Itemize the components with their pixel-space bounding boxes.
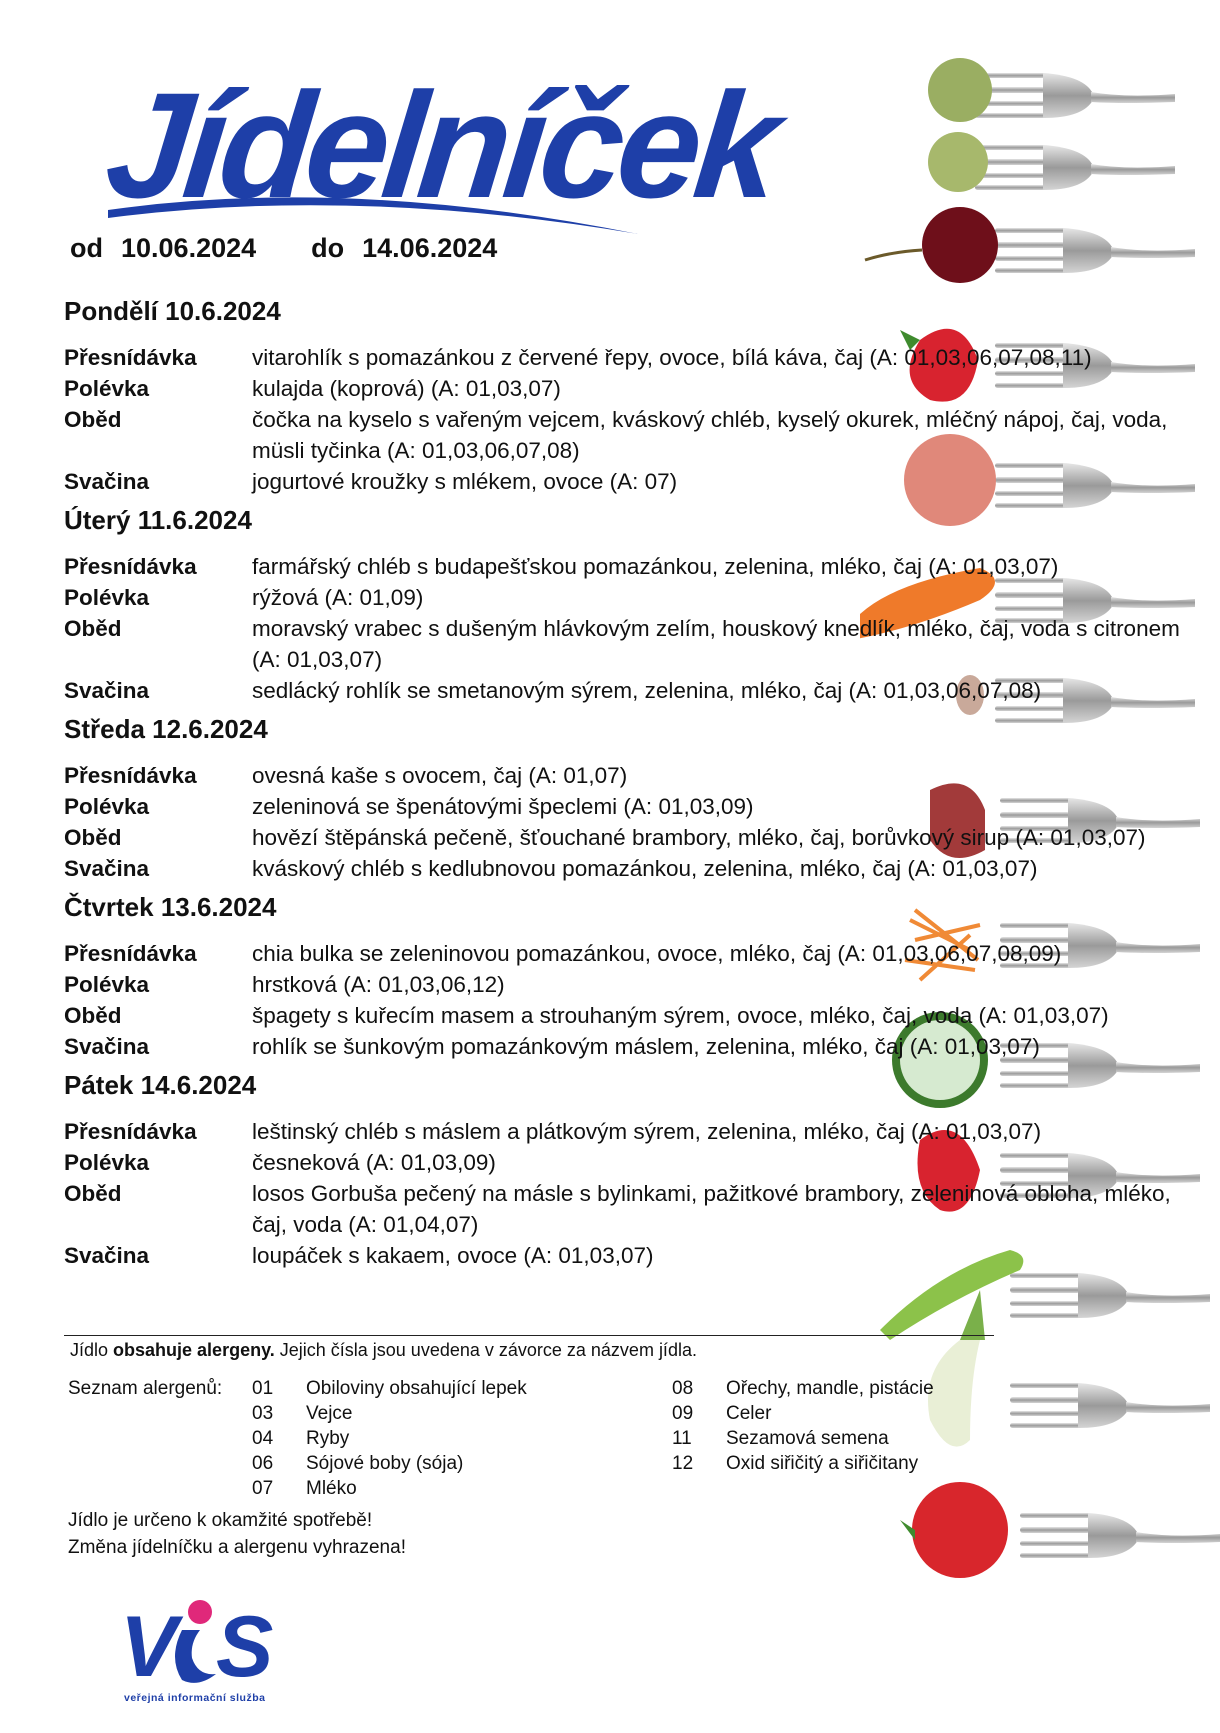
meal-row — [64, 466, 1194, 497]
meal-label: Přesnídávka — [64, 554, 197, 579]
meal-description: jogurtové kroužky s mlékem, ovoce (A: 07) — [252, 469, 678, 494]
vis-tagline: veřejná informační služba — [124, 1692, 266, 1704]
allergen-item — [672, 1426, 934, 1451]
meal-row — [64, 938, 1194, 969]
meal-row — [64, 822, 1194, 853]
day-title: Úterý 11.6.2024 — [64, 505, 252, 535]
allergen-item — [252, 1476, 527, 1501]
meal-label: Polévka — [64, 1150, 150, 1175]
from-date: 10.06.2024 — [121, 233, 257, 263]
allergen-item — [252, 1451, 527, 1476]
allergen-number: 08 — [672, 1378, 694, 1399]
meal-label: Oběd — [64, 1003, 122, 1028]
meal-description: loupáček s kakaem, ovoce (A: 01,03,07) — [252, 1243, 654, 1268]
divider — [64, 1335, 994, 1336]
day-section — [64, 1066, 1194, 1271]
meal-row — [64, 342, 1194, 373]
meal-row — [64, 582, 1194, 613]
title-logo — [99, 58, 783, 258]
from-label: od — [70, 233, 103, 263]
brussels-sprout-icon — [928, 58, 992, 122]
allergen-name: Ořechy, mandle, pistácie — [726, 1378, 934, 1399]
allergen-name: Mléko — [306, 1478, 357, 1499]
meal-row — [64, 1000, 1194, 1031]
allergen-column-2 — [672, 1376, 934, 1476]
meal-label: Přesnídávka — [64, 345, 197, 370]
vis-logo-icon — [120, 1588, 300, 1688]
fork-row-14 — [900, 1482, 1220, 1578]
meal-row — [64, 404, 1194, 466]
meal-row — [64, 969, 1194, 1000]
spring-onion-icon — [928, 1340, 980, 1447]
day-section — [64, 710, 1194, 884]
fork-row-1 — [928, 58, 1175, 122]
allergen-number: 04 — [252, 1428, 274, 1449]
meal-row — [64, 791, 1194, 822]
meal-row — [64, 551, 1194, 582]
allergen-note-bold: obsahuje alergeny. — [113, 1340, 275, 1360]
meal-description: sedlácký rohlík se smetanovým sýrem, zelenina, mléko, čaj (A: 01,03,06,07,08) — [252, 678, 1042, 703]
meal-label: Svačina — [64, 1034, 150, 1059]
meal-label: Přesnídávka — [64, 941, 197, 966]
meal-description: rohlík se šunkovým pomazánkovým máslem, zelenina, mléko, čaj (A: 01,03,07) — [252, 1034, 1040, 1059]
meal-row — [64, 1240, 1194, 1271]
vis-logo — [120, 1588, 300, 1708]
meal-description: čočka na kyselo s vařeným vejcem, kváskový chléb, kyselý okurek, mléčný nápoj, čaj, voda, müsli tyčinka (A: 01,03,06,07,08) — [252, 407, 1168, 463]
meal-row — [64, 853, 1194, 884]
meal-description: hrstková (A: 01,03,06,12) — [252, 972, 505, 997]
meal-label: Svačina — [64, 1243, 150, 1268]
allergen-number: 03 — [252, 1403, 274, 1424]
meal-label: Polévka — [64, 794, 150, 819]
meal-label: Svačina — [64, 469, 150, 494]
meal-description: ovesná kaše s ovocem, čaj (A: 01,07) — [252, 763, 628, 788]
meal-description: moravský vrabec s dušeným hlávkovým zelím, houskový knedlík, mléko, čaj, voda s citronem (A: 01,03,07) — [252, 616, 1180, 672]
allergen-number: 12 — [672, 1453, 694, 1474]
page-title: Jídelníček — [99, 61, 783, 229]
tomato-icon — [912, 1482, 1008, 1578]
meal-label: Oběd — [64, 616, 122, 641]
allergen-column-1 — [252, 1376, 527, 1501]
allergen-name: Vejce — [306, 1403, 353, 1424]
allergen-name: Obiloviny obsahující lepek — [306, 1378, 527, 1399]
meal-description: kulajda (koprová) (A: 01,03,07) — [252, 376, 561, 401]
meal-row — [64, 1116, 1194, 1147]
meal-row — [64, 1178, 1194, 1240]
meal-row — [64, 1147, 1194, 1178]
meal-description: farmářský chléb s budapešťskou pomazánkou, zelenina, mléko, čaj (A: 01,03,07) — [252, 554, 1059, 579]
meal-description: kváskový chléb s kedlubnovou pomazánkou, zelenina, mléko, čaj (A: 01,03,07) — [252, 856, 1038, 881]
allergen-number: 01 — [252, 1378, 274, 1399]
meal-label: Polévka — [64, 585, 150, 610]
day-title: Čtvrtek 13.6.2024 — [64, 892, 277, 922]
menu-content — [64, 292, 1194, 1275]
meal-description: losos Gorbuša pečený na másle s bylinkami, pažitkové brambory, zeleninová obloha, mléko, čaj, voda (A: 01,04,07) — [252, 1181, 1171, 1237]
meal-label: Přesnídávka — [64, 763, 197, 788]
meal-label: Svačina — [64, 678, 150, 703]
allergen-item — [252, 1426, 527, 1451]
day-title: Středa 12.6.2024 — [64, 714, 268, 744]
meal-row — [64, 613, 1194, 675]
allergen-number: 11 — [672, 1428, 692, 1449]
allergen-name: Oxid siřičitý a siřičitany — [726, 1453, 919, 1474]
day-section — [64, 501, 1194, 706]
meal-description: chia bulka se zeleninovou pomazánkou, ovoce, mléko, čaj (A: 01,03,06,07,08,09) — [252, 941, 1062, 966]
allergen-note — [70, 1340, 697, 1361]
footnotes — [68, 1507, 406, 1561]
meal-label: Přesnídávka — [64, 1119, 197, 1144]
allergen-item — [672, 1376, 934, 1401]
fork-row-2 — [928, 132, 1175, 192]
meal-row — [64, 1031, 1194, 1062]
allergen-name: Celer — [726, 1403, 772, 1424]
meal-label: Oběd — [64, 825, 122, 850]
meal-description: zeleninová se špenátovými špeclemi (A: 01,03,09) — [252, 794, 754, 819]
allergen-note-suffix: Jejich čísla jsou uvedena v závorce za názvem jídla. — [274, 1340, 697, 1360]
allergen-number: 09 — [672, 1403, 694, 1424]
day-section — [64, 888, 1194, 1062]
meal-row — [64, 373, 1194, 404]
allergen-name: Sójové boby (sója) — [306, 1453, 464, 1474]
day-title: Pondělí 10.6.2024 — [64, 296, 281, 326]
meal-label: Oběd — [64, 407, 122, 432]
footnote-changes: Změna jídelníčku a alergenu vyhrazena! — [68, 1537, 406, 1558]
meal-description: leštinský chléb s máslem a plátkovým sýrem, zelenina, mléko, čaj (A: 01,03,07) — [252, 1119, 1042, 1144]
meal-label: Polévka — [64, 376, 150, 401]
allergen-name: Sezamová semena — [726, 1428, 889, 1449]
cherry-icon — [922, 207, 998, 283]
allergen-item — [672, 1401, 934, 1426]
brussels-sprout-icon — [928, 132, 988, 192]
meal-description: špagety s kuřecím masem a strouhaným sýrem, ovoce, mléko, čaj, voda (A: 01,03,07) — [252, 1003, 1109, 1028]
meal-row — [64, 760, 1194, 791]
meal-row — [64, 675, 1194, 706]
allergen-name: Ryby — [306, 1428, 350, 1449]
footnote-consumption: Jídlo je určeno k okamžité spotřebě! — [68, 1510, 373, 1531]
meal-description: vitarohlík s pomazánkou z červené řepy, ovoce, bílá káva, čaj (A: 01,03,06,07,08,11) — [252, 345, 1092, 370]
allergen-number: 07 — [252, 1478, 274, 1499]
meal-label: Svačina — [64, 856, 150, 881]
allergen-number: 06 — [252, 1453, 274, 1474]
title-swoosh-icon — [108, 58, 668, 258]
allergen-item — [252, 1401, 527, 1426]
day-section — [64, 292, 1194, 497]
svg-text:S: S — [216, 1599, 274, 1688]
meal-description: hovězí štěpánská pečeně, šťouchané brambory, mléko, čaj, borůvkový sirup (A: 01,03,07) — [252, 825, 1146, 850]
to-date: 14.06.2024 — [362, 233, 498, 263]
allergen-list-intro: Seznam alergenů: — [68, 1378, 223, 1399]
meal-label: Polévka — [64, 972, 150, 997]
meal-label: Oběd — [64, 1181, 122, 1206]
day-title: Pátek 14.6.2024 — [64, 1070, 257, 1100]
to-label: do — [311, 233, 345, 263]
allergen-note-prefix: Jídlo — [70, 1340, 114, 1360]
allergen-item — [672, 1451, 934, 1476]
meal-description: česneková (A: 01,03,09) — [252, 1150, 496, 1175]
allergen-item — [252, 1376, 527, 1401]
meal-description: rýžová (A: 01,09) — [252, 585, 424, 610]
date-range — [70, 233, 497, 264]
svg-text:V: V — [120, 1599, 174, 1688]
fork-row-3 — [865, 207, 1195, 283]
